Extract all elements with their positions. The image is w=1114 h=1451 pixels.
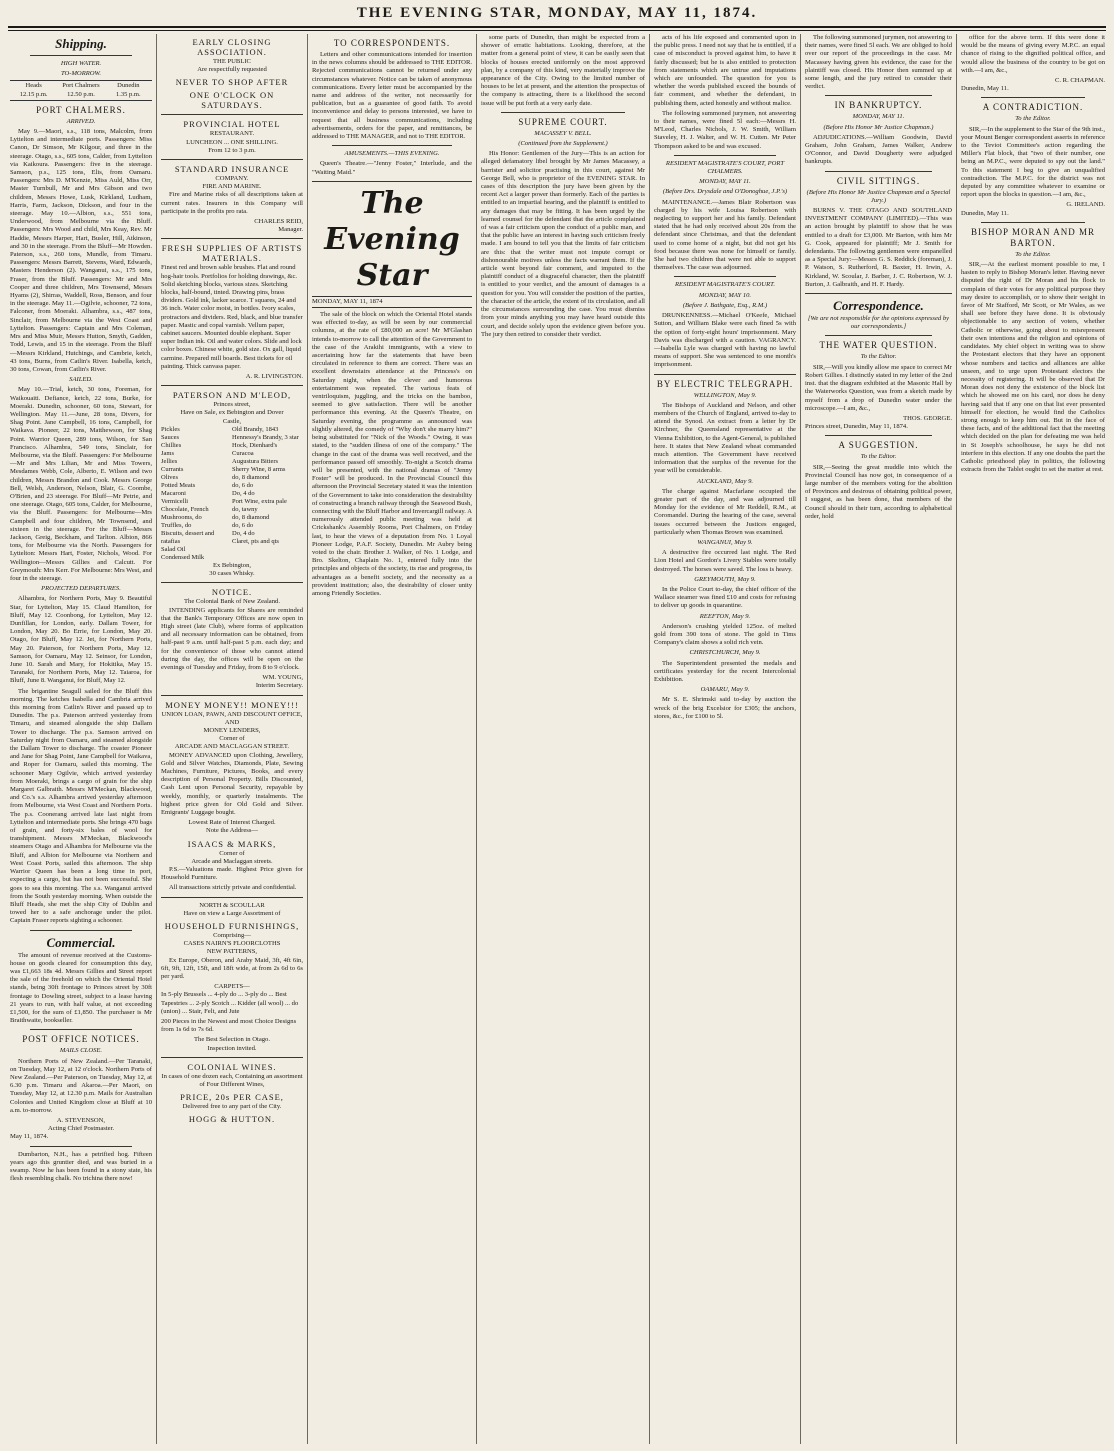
early-closing-line4: ONE O'CLOCK ON SATURDAYS.: [189, 90, 275, 111]
post-sign-title: Acting Chief Postmaster.: [47, 1125, 115, 1133]
early-closing-line3: NEVER TO SHOP AFTER: [175, 77, 289, 88]
arcade-label: ARCADE AND MACLAGGAN STREET.: [174, 743, 290, 751]
high-water-heading: HIGH WATER.: [60, 60, 102, 67]
isaacs-marks: ISAACS & MARKS,: [187, 838, 277, 849]
continued-court-text: acts of his life exposed and commented upon in the public press. I need not say that he is entitled, if a case of misconduct is proved against him, to have it fairly discussed; but he is also entitled to protection from statements which are untrue and imputations which are unfounded. The question for you is whether the words published exceed the bounds of fair comment, and whether the defendant, in publishing them, acted honestly and without malice.: [654, 34, 796, 107]
paper-nameplate: The Evening Star: [324, 185, 460, 293]
tide-dunedin-label: Dunedin: [117, 82, 140, 90]
restaurant-label: RESTAURANT.: [209, 130, 255, 138]
insurance-text: Fire and Marine risks of all descriptions taken at current rates. Insurers in this Company will participate in the profits pro rata.: [161, 191, 303, 215]
civil-text: BURNS V. THE OTAGO AND SOUTHLAND INVESTMENT COMPANY (LIMITED).—This was an action brought by plaintiff to show that he was entitled to a draft for £3,000. Mr Barton, with him Mr G. Cook, appeared for plaintiff; Mr J. Smith for defendants. The following gentlemen were empanelled as a Special Jury:—Messrs G. S. Reddick (foreman), J. P. Watson, S. Rutherford, R. Baxter, H. Irwin, A. Kirkland, W. Scoular, J. Barber, J. C. Robertson, W. J. Burton, J. Galbraith, and H. F. Hardy.: [805, 207, 952, 288]
best-selection: The Best Selection in Otago.: [194, 1036, 270, 1044]
contradiction-text: SIR,—In the supplement to the Star of the 9th inst., your Mount Benger correspondent asserts in reference to the Teviot Committee's action regarding the Miller's Flat block, that "two of their number, one being an M.P.C., were deputed to spy out the land." To this statement I beg to give an unqualified contradiction. The M.P.C. for the district was not deputed by any committee whatever to examine or report upon the blocks in question.—I am, &c.,: [961, 125, 1105, 199]
sailed-heading: SAILED.: [69, 376, 93, 384]
column-shipping: [6, 34, 156, 1444]
suggestion-text: SIR,—Seeing the great muddle into which the Provincial Council has now got, in consequence of a large number of the members voting for the abolition of Provinces and desirous of obtaining political power, I suggest, as has been done, that members of the Council should in their turn, according to alphabetical order, hold: [805, 463, 952, 520]
oamaru-text: Mr S. E. Shrimski said to-day by auction the wreck of the brig Excelsior for £305; the anchors, stores, &c., for £100 to 5l.: [654, 696, 796, 720]
continued-label: (Continued from the Supplement.): [518, 140, 608, 148]
to-editor-1: To the Editor.: [860, 353, 897, 361]
auckland-dateline: AUCKLAND, May 9.: [696, 477, 754, 485]
masthead: THE EVENING STAR, MONDAY, MAY 11, 1874.: [356, 5, 758, 21]
column-letters: [957, 34, 1109, 1444]
column-bankruptcy: [801, 34, 956, 1444]
christchurch-text: The Superintendent presented the medals and certificates yesterday for the recent Intercolonial Exhibition.: [654, 659, 796, 684]
correspondence-heading: Correspondence.: [833, 298, 924, 314]
corner-of-label-2: Corner of: [219, 849, 245, 857]
notice-title: NOTICE.: [211, 587, 253, 598]
reefton-dateline: REEFTON, May 9.: [699, 612, 751, 620]
wanganui-text: A destructive fire occurred last night. The Red Lion Hotel and Gordon's Livery Stables were totally destroyed. The horses were saved. The loss is heavy.: [654, 549, 796, 573]
bankruptcy-date: MONDAY, MAY 11.: [852, 113, 905, 121]
to-editor-4: To the Editor.: [1015, 250, 1051, 258]
interim-secretary: Interim Secretary.: [255, 682, 303, 690]
to-editor-2: To the Editor.: [860, 453, 897, 461]
delivered-free: Delivered free to any part of the City.: [182, 1103, 282, 1111]
carpet-list: In 5-ply Brussels ... 4-ply do ... 3-ply do ... Best Tapestries ... 2-ply Scotch ... Kidder (all wool) ... do (union) ... Stair, Felt, and Jute: [161, 991, 299, 1015]
commercial-text: The amount of revenue received at the Customs-house on goods cleared for consumption this day, was £1,663 18s 4d. Messrs Gillies and Street report the sale of the freehold on which the Oriental Hotel stands, being 30ft frontage to Princes street by 30ft frontage to Dowling street, subject to a lease having 21 years to run, with half value, at not exceeding £1,500, for the sum of £1,850. The purchaser is Mr Braithwaite, bookseller.: [10, 951, 152, 1025]
manager-label: Manager.: [278, 226, 303, 234]
money-text: MONEY ADVANCED upon Clothing, Jewellery, Gold and Silver Watches, Diamonds, Plate, Sewing Machines, Furniture, Pictures, Books, and every description of Personal Property. Bills Discounted, Cash Lent upon Personal Security, repayable by weekly, monthly, or quarterly instalments. The highest price given for Old Gold and Silver. Emigrants' Luggage bought.: [161, 751, 303, 816]
goods-list: [161, 426, 303, 562]
cases-whisky: 30 cases Whisky.: [209, 570, 255, 578]
princes-street: Princes street,: [213, 401, 251, 409]
have-on-sale: Have on Sale, ex Bebington and Dover: [180, 409, 284, 417]
sailed-text: May 10.—Trial, ketch, 30 tons, Foreman, for Waikouaiti. Defiance, ketch, 22 tons, Burke, for Moeraki. Dunedin, schooner, 60 tons, Stewart, for Wellington. May 11.—June, 28 tons, Divers, for Shag Point. Jane Campbell, 16 tons, Campbell, for Waikava. Pioneer, 22 tons, Matthewson, for Shag Point. Warrior Queen, 289 tons, Wilson, for San Francisco. Alhambra, 549 tons, Sinclair, for Melbourne, via the Bluff. Passengers: For Melbourne—Mr and Mrs Lilian, Mr and Miss Towers, Mesdames Webb, Cole, Alberto, E. Wilson and two children, Messrs Brandon and Cook. Messrs George Bell, Welsh, Anderson, Nelson, Blair, G. Coombe, O'Brien, and 23 steerage. For Bluff—Mr Petrie, and one steerage. Otago, 605 tons, Calder, for Melbourne, via the Bluff. Passengers: for Melbourne—Mrs Campbell and four children, Mr Townsend, and sixteen in the steerage. For the Bluff—Messrs Jackson, Greig, Beckham, and Tarlton. Albion, 866 tons, for Melbourne via the North. Passengers for Lyttelton: Messrs Hart, Foster, Nichols, Wood. For Wellington—Messrs Gillies and Calcutt. For Greymouth: Mrs Kerr. For Melbourne: Mrs West, and four in the steerage.: [10, 386, 153, 582]
oamaru-dateline: OAMARU, May 9.: [700, 686, 750, 694]
early-closing-title: EARLY CLOSING ASSOCIATION.: [192, 37, 272, 57]
pc-text: MAINTENANCE.—James Blair Robertson was charged by his wife Louisa Robertson with neglecting to support her and his family. Defendant stated that he had only received about 20s from the defendant since Christmas, and that the defendant used to come home of a night, but did not get his food because there was none for himself or family. She had two children that were not able to support themselves. The case was adjourned.: [654, 198, 796, 272]
dumbarton-text: Dumbarton, N.H., has a petrified hog. Fifteen years ago this gruntier died, and was buried in a swamp. Now he has been found in a stony state, his flesh resembling chalk. No trichina there now!: [10, 1150, 152, 1183]
christchurch-dateline: CHRISTCHURCH, May 9.: [689, 649, 761, 657]
chapman-sign: C. R. CHAPMAN.: [1054, 77, 1105, 85]
tomorrow-label: TO-MORROW.: [60, 70, 102, 78]
new-patterns: NEW PATTERNS,: [206, 948, 258, 956]
standard-insurance-title: STANDARD INSURANCE: [174, 164, 290, 175]
company-label: COMPANY.: [215, 175, 249, 183]
bishop-text: SIR,—At the earliest moment possible to me, I hasten to reply to Bishop Moran's letter. Having never disputed the right of Dr Moran and his flock to complain of their votes for any political purpose they may desire to accomplish, or to show their weight in favor of Mr Stafford, Mr Scott, or Mr Wales, as we shall see before they have done. It is obviously objectionable to any section of voters, whether Catholic or otherwise, going about to misrepresent their own intentions and the religion and opinions of candidates. My chief object in writing was to show the Protestant electors that they have an opponent whose numbers and tactics and alliances are alike unseen, and to urge upon Protestant electors the necessity of registering. It will be observed that Dr Moran does not deny the existence of the block list which he showed me on his card, nor does he deny having said that if any one on that list ever presented himself for election, he would find the Catholics strong enough to keep him out. But in the face of these facts, and of the additional fact that the meeting which decided on the plan for defeating me was held in St Joseph's schoolhouse, he says he did not interfere in this election. If any one doubts the part the Catholic priesthood play in politics, the following extracts from the Tablet ought to set the matter at rest.: [961, 261, 1105, 474]
mails-close-heading: MAILS CLOSE.: [59, 1047, 103, 1055]
notice-text: INTENDING applicants for Shares are reminded that the Bank's Temporary Offices are now open in High street (late Club), where forms of application and all necessary information can be obtained, from half-past 9 a.m. until half-past 5 p.m. each day; and for the convenience of those who cannot attend during the day, the offices will be open on the evenings of Tuesday and Friday, from 8 to 9 o'clock.: [161, 606, 303, 671]
lunch-hours: From 12 to 3 p.m.: [208, 146, 256, 154]
to-editor-3: To the Editor.: [1015, 115, 1051, 123]
corner-of-label: Corner of: [219, 735, 245, 743]
arrived-text: May 9.—Maori, s.s., 118 tons, Malcolm, from Lyttelton and intermediate ports. Passengers: Miss Canon, Dr Simson, Mr Kilgour, and three in the steerage. Otago, s.s., 605 tons, Calder, from Lyttelton via Kaikoura. Passengers: five in the steerage. Samson, p.s., 125 tons, Elis, from Oamaru. Passengers: Mrs D. M'Kenzie, Miss Auld, Miss Orr, Master Turnbull, Mr and Mrs Gibson and two children, Messrs Howe, Lusk, Kirkland, Ludham, Harris, Farm, Jackson, Dickson, and four in the steerage. May 10.—Albion, s.s., 551 tons, Underwood, from Melbourne via the Bluff. Passengers: Mrs Wood and child, Mrs Keay, Rev. Mr Haddie, Messrs Harper, Hart, Busler, Hill, Atkinson, and 30 in the steerage. From the Bluff—Mr Howden. Paterson, s.s., 260 tons, Mundle, from Timaru. Passengers: Messrs Barrett, Stevens, Ward, Edwards, Masters Henderson (2). Wanganui, s.s., 175 tons, Fraser, from the Bluff. Passengers: Mr and Mrs Cooper and three children, Mrs Townsend, Messrs Hyams (2), Shirras, Waddell, Ross, Benson, and four in the steerage. May 11.—Ogilvie, schooner, 72 tons, Falconer, from Moeraki. Alhambra, s.s., 487 tons, Sinclair, from Melbourne via the West Coast and Lyttelton. Passengers: Captain and Mrs Coleman, Mrs and Miss Muir, Messrs Hutton, Smyth, Gadden, Todd, Lewis, and 15 in the steerage. From the Bluff—Messrs Kirkland, Hutchings, and Cambrie, ketch, 43 tons, Burns, from Catlin's River. Isabella, ketch, 30 tons, Cowan, from Catlin's River.: [10, 128, 152, 373]
charles-reid: CHARLES REID,: [254, 218, 303, 226]
comprising-label: Comprising—: [213, 932, 251, 939]
greymouth-text: In the Police Court to-day, the chief officer of the Wallace steamer was fined £10 and costs for refusing to deliver up goods in quarantine.: [654, 585, 796, 610]
dateline-date: MONDAY, MAY 11, 1874: [312, 297, 383, 305]
rm-before: (Before J. Bathgate, Esq., R.M.): [682, 301, 768, 309]
wines-text: In cases of one dozen each, Containing an assortment of Four Different Wines,: [161, 1072, 303, 1089]
george-address: Princes street, Dunedin, May 11, 1874.: [805, 423, 908, 431]
amusements-heading: AMUSEMENTS.—THIS EVENING.: [344, 150, 440, 158]
arrived-heading: ARRIVED.: [66, 117, 96, 125]
carpet-note: 200 Pieces in the Newest and most Choice Designs from 1s 6d to 7s 6d.: [161, 1018, 297, 1034]
thos-george: THOS. GEORGE.: [903, 414, 952, 422]
pc-date: MONDAY, MAY 11.: [699, 178, 751, 186]
have-on-view: Have on view a Large Assortment of: [183, 909, 281, 917]
civil-before: (Before His Honor Mr Justice Chapman and a Special Jury.): [806, 188, 951, 204]
lowest-rate: Lowest Rate of Interest Charged.: [188, 819, 276, 827]
bankruptcy-heading: IN BANKRUPTCY.: [834, 100, 923, 111]
castle-label: Castle,: [222, 417, 242, 425]
rm-text: DRUNKENNESS.—Michael O'Keefe, Michael Sutton, and William Blake were each fined 5s with the option of forty-eight hours' imprisonment. Mary Davis was discharged with a caution. VAGRANCY.—Isabella Lyle was charged with having no lawful means of support. She was sentenced to one month's imprisonment.: [654, 312, 796, 369]
note-address: Note the Address—: [205, 827, 258, 835]
colonial-bank-label: The Colonial Bank of New Zealand.: [184, 598, 280, 606]
ireland-address: Dunedin, May 11.: [961, 209, 1009, 217]
greymouth-dateline: GREYMOUTH, May 9.: [694, 575, 756, 583]
rm-date: MONDAY, MAY 10.: [698, 291, 752, 299]
ex-bebington: Ex Bebington,: [212, 561, 252, 569]
valuations-text: P.S.—Valuations made. Highest Price given for Household Furniture.: [161, 865, 303, 882]
inspection-invited: Inspection invited.: [207, 1044, 257, 1052]
hogg-hutton: HOGG & HUTTON.: [188, 1114, 276, 1125]
post-sign-name: A. STEVENSON,: [56, 1116, 106, 1124]
telegraph-heading: BY ELECTRIC TELEGRAPH.: [656, 378, 794, 389]
carpets-label: CARPETS—: [214, 983, 250, 991]
projected-departures-text: Alhambra, for Northern Ports, May 9. Beautiful Star, for Lyttelton, May 15. Claud Hamilton, for Bluff, May 12. Coonbong, for Lyttelton, May 12. Dunfillan, for London, early. Dallam Tower, for London, May 20. Bo Errie, for London, May 20. Otago, for Bluff, May 12. Jet, for Northern Ports, May 20. Paterson, for Northern Ports, May 12. Samson, for Oamaru, May 12. Seinsor, for London, June 10. Sarah and Mary, for Hokitika, May 15. Taranaki, for Northern Ports, May 12. Taiaroa, for Bluff, June 8. Wanganui, for Bluff, May 12.: [10, 595, 152, 685]
bankruptcy-before: (Before His Honor Mr Justice Chapman.): [823, 123, 934, 131]
column-advertisements: [157, 34, 307, 1444]
bishop-moran-heading: BISHOP MORAN AND MR BARTON.: [971, 226, 1095, 248]
civil-sittings-heading: CIVIL SITTINGS.: [836, 175, 921, 186]
water-question-heading: THE WATER QUESTION.: [819, 340, 938, 351]
water-text: SIR,—Will you kindly allow me space to correct Mr Robert Gillies. I distinctly stated in my letter of the 2nd inst. that the diagram exhibited at the Masonic Hall by the Waterworks Question, was from a sketch made by myself from a drop of Dunedin water under the microscope.—I am, &c.,: [805, 363, 952, 412]
ireland-sign: G. IRELAND.: [1066, 201, 1105, 209]
early-closing-line1: THE PUBLIC: [213, 58, 251, 65]
resident-pc-heading: RESIDENT MAGISTRATE'S COURT, PORT CHALMERS.: [665, 159, 785, 176]
correspondents-text: Letters and other communications intended for insertion in the news columns should be addressed to THE EDITOR. Rejected communications cannot be returned under any circumstances whatever. Notice can be taken of anonymous communications. Every letter must be accompanied by the name and address of the writer, not necessarily for publication, but as a guarantee of good faith. To avoid inconvenience and delay to persons interested, we have to request that all business communications, including advertisements, orders for the paper, and remittances, be addressed to THE MANAGER, and not to THE EDITOR.: [312, 51, 472, 141]
wm-young: WM. YOUNG,: [262, 674, 303, 682]
suggestion-heading: A SUGGESTION.: [838, 440, 919, 451]
suggestion-continued: office for the above term. If this were done it would be the means of giving every M.P.C. an equal chance of rising to the dignified political office, and would allow the business of the country to be got on with.—I am, &c.,: [961, 34, 1105, 74]
auckland-text: The charge against Macfarlane occupied the greater part of the day, and was adjourned till Monday for the evidence of Mr Reddell, R.M., at Coromandel. During the hearing of the case, several issues occurred between the Justices engaged, particularly when Thomas Brown was examined.: [654, 487, 796, 536]
fire-marine-label: FIRE AND MARINE.: [202, 183, 262, 191]
column-court: [477, 34, 649, 1444]
court-text: His Honor: Gentlemen of the Jury—This is an action for alleged defamatory libel brought by Mr James Macassey, a barrister and solicitor practising in this court, against Mr George Bell, who is proprietor of the EVENING STAR. In cases of this description the jury have been given by the recent Act a larger power than formerly. Each of the parties is entitled to an impartial hearing, and the plaintiff is entitled to any damages that may be fitting. It has been urged by the learned counsel for the defendant that the article complained of was a fair criticism upon the conduct of a public man, and that the public have an interest in having such criticism freely made. I am bound to tell you that the limits of fair criticism are this: that the writer must not impute corrupt or dishonourable motives unless the facts warrant them. If the article went beyond fair comment, and imputed to the plaintiff conduct of a disgraceful character, then the plaintiff is entitled to your verdict, and the amount of damages is a question for you. You will consider the position of the parties, the character of the article, the extent of its circulation, and all the circumstances surrounding the case. You must dismiss from your minds anything you may have heard outside this court, and decide solely upon the evidence given before you. The jury then retired to consider their verdict.: [481, 150, 645, 338]
wellington-text: The Bishops of Auckland and Nelson, and other members of the Church of England, arrived to-day to attend the Synod. An extract from a letter by Dr Kirchner, the Queensland representative at the Vienna Exhibition, to the Agent-General, is published here. It states that New Zealand wheat commanded much attention. The Government have received information that the surplus of the revenue for the year will be considerable.: [654, 401, 796, 475]
money-lenders-label: MONEY LENDERS,: [203, 726, 261, 734]
correspondence-disclaimer: [We are not responsible for the opinions expressed by our correspondents.]: [807, 315, 950, 331]
correspondents-heading: TO CORRESPONDENTS.: [333, 38, 451, 48]
paterson-mleod-title: PATERSON AND M'LEOD,: [172, 390, 292, 401]
livingston-sign: A. R. LIVINGSTON.: [245, 373, 303, 381]
masthead-rule-thin: [8, 30, 1106, 31]
supreme-court-heading: SUPREME COURT.: [518, 116, 608, 127]
art-list: Finest red and brown sable brushes. Flat and round hog-hair tools. Portfolios for holding drawings, &c. Solid sketching blocks, various sizes. Sketching blocks, half-bound, tinted. Drawing pins, brass dividers. Gold ink, lacker scarce. T squares, 24 and 36 inch. Water color moist, in bottles. Ivory scales, protractors and dividers. Red, black, and blue transfer paper. Mastic and copal varnish. Vellum paper, cabinet saucers. Mounted double elephant. Super super Indian ink. Oil and water colors. Slide and lock color boxes. Chinese white, gold size. Ox gall, liquid carmine. Prepared mill boards. Best tickets for oil painting. Thick canvass paper.: [161, 264, 303, 370]
port-chalmers-heading: PORT CHALMERS.: [36, 104, 126, 115]
money-title: MONEY MONEY!! MONEY!!!: [165, 699, 299, 710]
editorial-text: The sale of the block on which the Oriental Hotel stands was effected to-day, as will be seen by our commercial columns, at the rate of £80,000 an acre! Mr M'Glashan intends to-morrow to call the attention of the Government to the case of the Arakihi immigrants, with a view to ascertaining how far the statements that have been circulated in reference to them are correct. There was an excellent downstairs attendance at the Princess's on Saturday night, when the clever and humorous entertainment was repeated. The various feats of ventriloquism, juggling, and the tricks on the bamboo, seemed to give satisfaction. There will be another performance this evening. At the Queen's Theatre, on Saturday evening, the programme as announced was slightly altered, the comedy of "Why don't she marry him?" being substituted for "Nick of the Woods." Owing, it was stated, to the "sudden illness of one of the company." The change in the cast of the drama was well received, and the performance passed off smoothly. To-night a Scotch drama will be presented, with the national dramas of "Jenny Foster" will be produced. In the Provincial Council this afternoon the Provincial Secretary stated it was the intention of the Government to take into consideration the desirability of constructing a branch railway through the Seawood Bush, connecting with the Bluff Harbor and Invercargill railway. A numerously attended public meeting was held at Crickshank's Assembly Rooms, Port Chalmers, on Friday last, to hear the views of a deputation from No. 1 Loyal Pioneer Lodge, P.A.F. Society, Dunedin. Mr Aubry being voted to the chair. Brother J. Walker, of No. 1 Lodge, and Bro. Skelton, Chaplain No. 1, entered fully into the principles and objects of the society, its rise and progress, its advantages as a benefit society, and the necessity as a provident institution; also, the desirability of closer unity among Friendly Societies.: [312, 311, 472, 597]
projected-departures-heading: PROJECTED DEPARTURES.: [41, 585, 121, 593]
union-loan-label: UNION LOAN, PAWN, AND DISCOUNT OFFICE,: [161, 710, 303, 718]
post-date: May 11, 1874.: [10, 1133, 49, 1141]
reefton-text: Anderson's crushing yielded 125oz. of melted gold from 390 tons of stone. The gold in Tims Company's claim shows a solid rich vein.: [654, 622, 796, 647]
tide-heads-time: 12.15 p.m.: [19, 90, 48, 98]
column-editorial: [308, 34, 476, 1444]
bankruptcy-text: ADJUDICATIONS.—William Goodwin, David Graham, John Graham, James Walker, Andrew O'Connor, and David Dougherty were adjudged bankrupts.: [805, 133, 952, 166]
confidential-text: All transactions strictly private and confidential.: [169, 884, 297, 892]
chapman-address: Dunedin, May 11.: [961, 85, 1009, 93]
pc-before: (Before Drs. Drysdale and O'Donoghue, J.P.'s): [662, 188, 788, 196]
goods-right: Old Brandy, 1843 Hennessy's Brandy, 3 star Hock, Dienhard's Curacoa Augustura Bitters Sherry Wine, 8 arms do, 8 diamond do, 6 do Do, 4 do Port Wine, extra pale do, tawny do, 8 diamond do, 6 do Do, 4 do Claret, pts and qts: [232, 425, 299, 545]
tide-heads-label: Heads: [25, 82, 42, 90]
contradiction-heading: A CONTRADICTION.: [982, 102, 1084, 113]
dateline: [312, 296, 472, 308]
post-office-heading: POST OFFICE NOTICES.: [22, 1034, 140, 1045]
tide-table: [10, 80, 152, 100]
tide-port-label: Port Chalmers: [62, 82, 100, 90]
shipping-heading: Shipping.: [55, 36, 107, 51]
wellington-dateline: WELLINGTON, May 9.: [693, 391, 757, 399]
macassey-bell: MACASSEY V. BELL.: [534, 129, 592, 137]
jury-text: The following summoned jurymen, not answering to their names, were fined 5l each:—Messrs H. M'Leod, Charles Nichols, J. W. Smith, William Staveley, H. J. Walter, and W. H. Cutten. Mr Peter Thompson asked to be and was excused.: [654, 109, 796, 150]
jury-report-text: The following summoned jurymen, not answering to their names, were fined 5l each. We are obliged to hold over our report of the proceedings in the case. Mr Macassey having given his evidence, the case for the plaintiff was closed. His Honor then summed up at some length, and the jury retired to consider their verdict.: [805, 34, 952, 91]
tide-port-time: 12.50 p.m.: [67, 90, 95, 98]
luncheon-label: LUNCHEON ... ONE SHILLING.: [186, 138, 278, 146]
ex-europe: Ex Europe, Oberon, and Araby Maid, 3ft, 4ft 6in, 6ft, 9ft, 12ft, 15ft, and 18ft wide, at from 2s 6d to 6s per yard.: [161, 956, 303, 981]
masthead-rule: [8, 26, 1106, 28]
resident-court-heading: RESIDENT MAGISTRATE'S COURT.: [674, 281, 775, 289]
tide-dunedin-time: 1.35 p.m.: [116, 90, 141, 98]
wine-price: PRICE, 20s PER CASE,: [180, 1092, 284, 1103]
artists-materials-title: FRESH SUPPLIES OF ARTISTS MATERIALS.: [161, 243, 303, 264]
provincial-hotel-title: PROVINCIAL HOTEL: [183, 119, 281, 130]
housing-text: some parts of Dunedin, than might be expected from a shower of erratic habitations. Looking, therefore, at the matter from a general point of view, it can be easily seen that blocks of houses erected uniformly on the most approved plan, by a company of this kind, very materially improve the appearance of the City. Owing to the limited number of houses to be let at present, and the attention the prospectus of the company is attracting, there is a likelihood the second issue will be put forth at a very early date.: [481, 34, 645, 107]
amusements-text: Queen's Theatre.—"Jenny Foster," Interlude, and the "Waiting Maid.": [312, 160, 472, 176]
household-furnishings: HOUSEHOLD FURNISHINGS,: [164, 921, 300, 931]
colonial-wines-title: COLONIAL WINES.: [187, 1061, 277, 1072]
post-office-text: Northern Ports of New Zealand.—Per Taranaki, on Tuesday, May 12, at 12 o'clock. Northern Ports of New Zealand.—Per Paterson, on Tuesday, May 12, at 6.30 p.m. Timaru and Akaroa.—Per Maori, on Tuesday, May 12, at 12.30 p.m. Mails for Australian Colonies and United Kingdom close at Bluff at 10 a.m. to-morrow.: [10, 1057, 152, 1114]
and-label: AND: [224, 718, 240, 726]
north-scoullar: NORTH & SCOULLAR: [199, 901, 265, 909]
commercial-heading: Commercial.: [46, 934, 116, 950]
goods-left: Pickles Sauces Chillies Jams Jellies Currants Olives Potted Meats Macaroni Vermicelli Chocolate, French Mushrooms, do Truffles, do Biscuits, dessert and ratafias Salad Oil Condensed Milk: [161, 425, 215, 561]
shipping-news-text: The brigantine Seagull sailed for the Bluff this morning. The ketches Isabella and Cambria arrived this morning from Catlin's River and passed up to Dunedin. The p.s. Paterson arrived yesterday from Timaru, and steamed alongside the ship Dallam Tower to discharge. The p.s. Samson arrived on Saturday night from Oamaru, and steamed alongside the Dallam Tower to discharge. The coaster Pioneer and Jane for Shag Point, Jane Campbell for Waikava, and Roper for Oamaru, sailed this morning. The schooner Mary Ogilvie, which arrived yesterday from Moeraki, brings a cargo of grain for the ship Margaret Galbraith. Messrs M'Meckan, Blackwood, and Co.'s s.s. Alhambra arrived yesterday afternoon from Melbourne, via West Coast and Northern Ports. The p.s. Coonerang arrived late last night from Lyttelton and intermediate ports. She brings 470 bags of grain, and forty-six bales of wool for transhipment. Messrs M'Meckan, Blackwood's steamers Otago and Alhambra for Melbourne via the Bluff, and Albion for Melbourne via Northern and West Coast Ports, sailed this afternoon. The ship Warrior Queen has been a long time in port, expecting a cargo, but has not been successful. She goes to sea this morning. The s.s. Wanganui arrived from the South yesterday morning. When outside the Bluff Heads, she met the ship City of Dublin and towed her to a safe anchorage under the pilot. Captain Fraser reports sighting a schooner.: [10, 687, 152, 925]
arcade-maclaggan: Arcade and Maclaggan streets.: [191, 857, 273, 865]
cases-nairn: CASES NAIRN'S FLOORCLOTHS: [183, 940, 281, 948]
early-closing-line2: Are respectfully requested: [197, 66, 267, 74]
column-telegraph: [650, 34, 800, 1444]
wanganui-dateline: WANGANUI, May 9.: [697, 538, 753, 546]
